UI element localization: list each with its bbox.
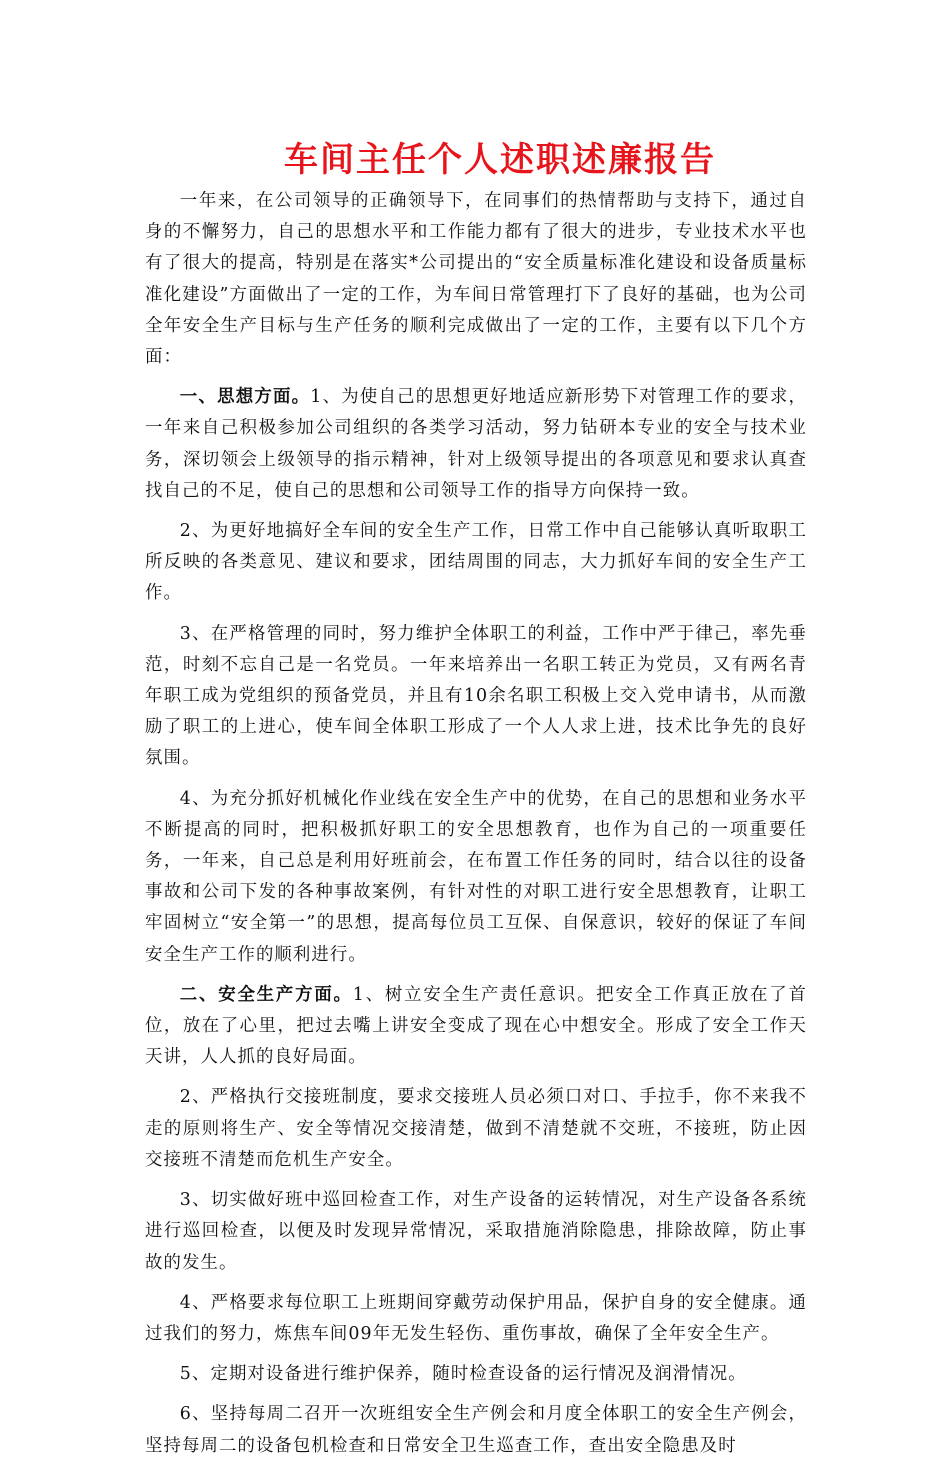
paragraph-safety-2 <box>145 1082 807 1176</box>
paragraph-text: 6、坚持每周二召开一次班组安全生产例会和月度全体职工的安全生产例会，坚持每周二的设备包机检查和日常安全卫生巡查工作，查出安全隐患及时 <box>145 1404 807 1456</box>
paragraph-text: 3、切实做好班中巡回检查工作，对生产设备的运转情况，对生产设备各系统进行巡回检查，以便及时发现异常情况，采取措施消除隐患，排除故障，防止事故的发生。 <box>145 1190 807 1273</box>
paragraph-safety-3 <box>145 1185 807 1279</box>
paragraph-safety-1 <box>145 980 807 1074</box>
section-heading-ideology: 一、思想方面。 <box>179 387 311 408</box>
paragraph-text: 一年来，在公司领导的正确领导下，在同事们的热情帮助与支持下，通过自身的不懈努力，自己的思想水平和工作能力都有了很大的进步，专业技术水平也有了很大的提高，特别是在落实*公司提出的“安全质量标准化建设和设备质量标准化建设”方面做出了一定的工作，为车间日常管理打下了良好的基础，也为公司全年安全生产目标与生产任务的顺利完成做出了一定的工作，主要有以下几个方面： <box>145 191 807 368</box>
paragraph-text: 5、定期对设备进行维护保养，随时检查设备的运行情况及润滑情况。 <box>179 1364 747 1385</box>
paragraph-text: 4、严格要求每位职工上班期间穿戴劳动保护用品，保护自身的安全健康。通过我们的努力，炼焦车间09年无发生轻伤、重伤事故，确保了全年安全生产。 <box>145 1292 807 1344</box>
paragraph-text: 4、为充分抓好机械化作业线在安全生产中的优势，在自己的思想和业务水平不断提高的同时，把积极抓好职工的安全思想教育，也作为自己的一项重要任务，一年来，自己总是利用好班前会，在布置工作任务的同时，结合以往的设备事故和公司下发的各种事故案例，有针对性的对职工进行安全思想教育，让职工牢固树立“安全第一”的思想，提高每位员工互保、自保意识，较好的保证了车间安全生产工作的顺利进行。 <box>145 788 807 965</box>
paragraph-text: 1、树立安全生产责任意识。把安全工作真正放在了首位，放在了心里，把过去嘴上讲安全变成了现在心中想安全。形成了安全工作天天讲，人人抓的良好局面。 <box>145 984 807 1068</box>
paragraph-safety-5 <box>145 1359 807 1390</box>
paragraph-safety-6 <box>145 1399 807 1461</box>
paragraph-intro <box>145 186 807 373</box>
paragraph-ideology-3 <box>145 619 807 775</box>
document-title: 车间主任个人述职述廉报告 <box>284 140 716 180</box>
paragraph-ideology-4 <box>145 784 807 971</box>
paragraph-text: 2、为更好地搞好全车间的安全生产工作，日常工作中自己能够认真听取职工所反映的各类意见、建议和要求，团结周围的同志，大力抓好车间的安全生产工作。 <box>145 521 807 604</box>
paragraph-text: 2、严格执行交接班制度，要求交接班人员必须口对口、手拉手，你不来我不走的原则将生产、安全等情况交接清楚，做到不清楚就不交班，不接班，防止因交接班不清楚而危机生产安全。 <box>145 1087 807 1170</box>
paragraph-ideology-1 <box>145 382 807 507</box>
paragraph-safety-4 <box>145 1288 807 1350</box>
document-body <box>145 186 807 1471</box>
section-heading-safety: 二、安全生产方面。 <box>179 984 353 1005</box>
paragraph-text: 1、为使自己的思想更好地适应新形势下对管理工作的要求，一年来自己积极参加公司组织的各类学习活动，努力钻研本专业的安全与技术业务，深切领会上级领导的指示精神，针对上级领导提出的各项意见和要求认真查找自己的不足，使自己的思想和公司领导工作的指导方向保持一致。 <box>145 387 807 501</box>
paragraph-ideology-2 <box>145 516 807 610</box>
paragraph-text: 3、在严格管理的同时，努力维护全体职工的利益，工作中严于律己，率先垂范，时刻不忘自己是一名党员。一年来培养出一名职工转正为党员，又有两名青年职工成为党组织的预备党员，并且有10余名职工积极上交入党申请书，从而激励了职工的上进心，使车间全体职工形成了一个人人求上进，技术比争先的良好氛围。 <box>145 623 807 769</box>
